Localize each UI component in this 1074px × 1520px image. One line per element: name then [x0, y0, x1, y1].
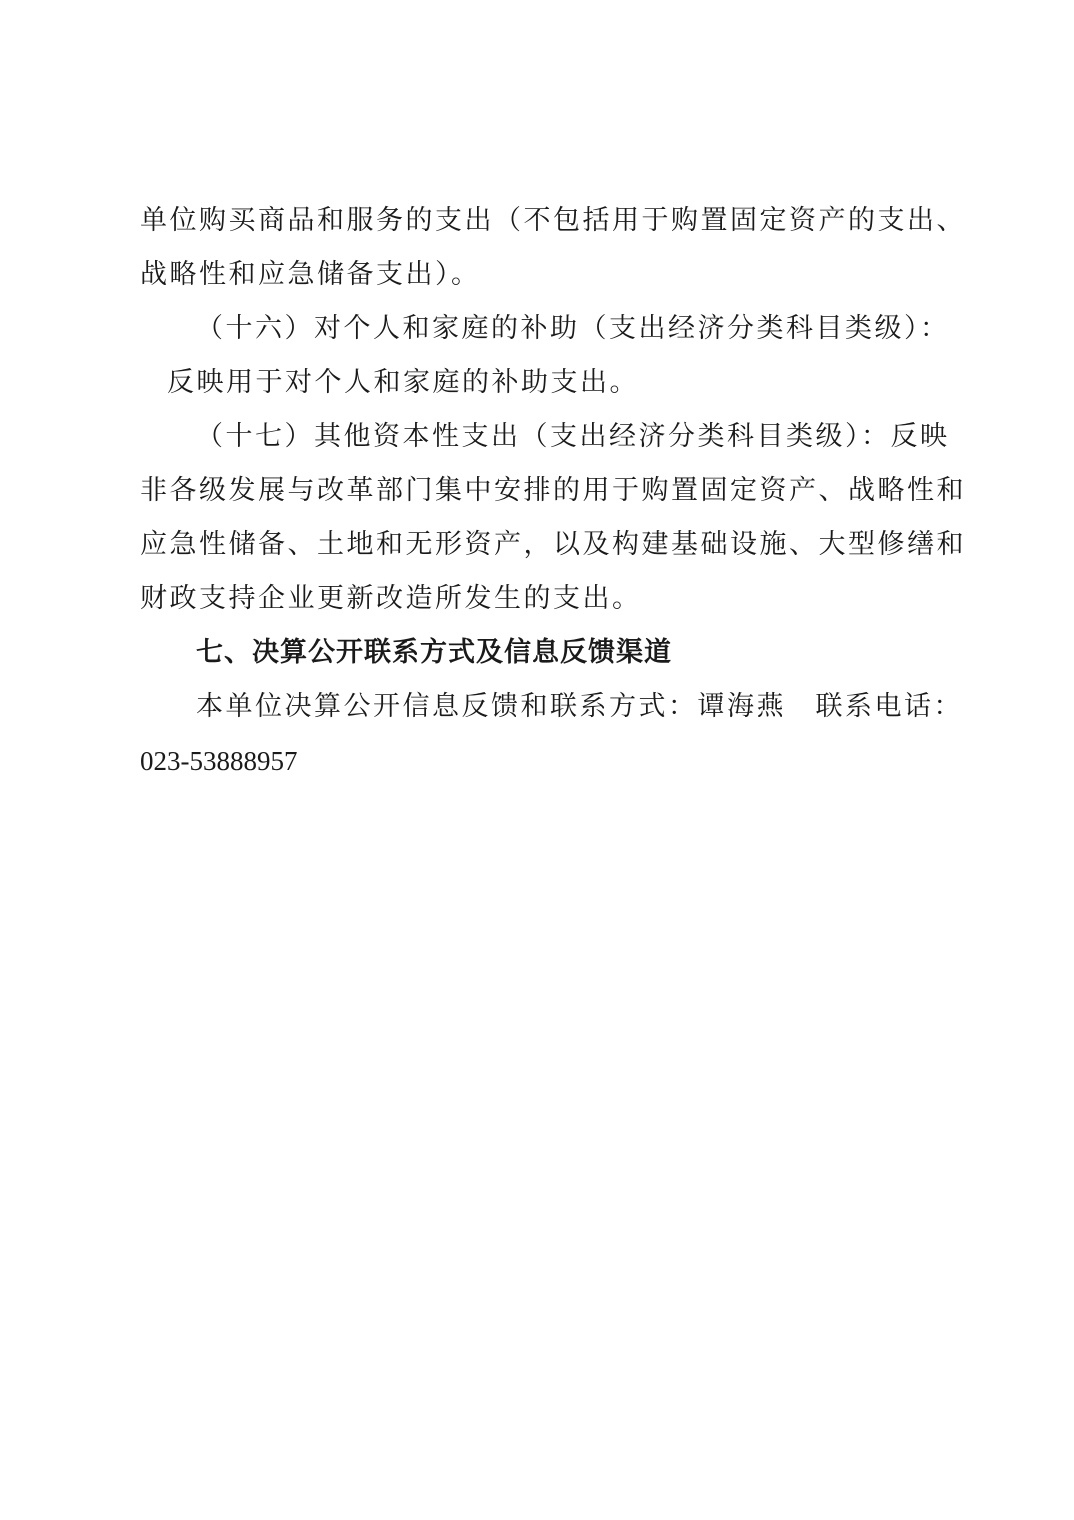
- item-16-description: 反映用于对个人和家庭的补助支出。: [167, 367, 639, 398]
- paragraph-line: 应急性储备、土地和无形资产，以及构建基础设施、大型修缮和: [140, 529, 966, 560]
- paragraph-line: 非各级发展与改革部门集中安排的用于购置固定资产、战略性和: [140, 475, 966, 506]
- phone-number: 023-53888957: [140, 746, 298, 776]
- item-17-title: （十七）其他资本性支出（支出经济分类科目类级）：反映: [196, 421, 950, 452]
- item-16-title: （十六）对个人和家庭的补助（支出经济分类科目类级）：: [196, 313, 950, 344]
- contact-line: 本单位决算公开信息反馈和联系方式：谭海燕 联系电话：: [196, 691, 963, 722]
- paragraph-line: 战略性和应急储备支出）。: [140, 259, 481, 290]
- paragraph-line: 财政支持企业更新改造所发生的支出。: [140, 583, 642, 614]
- section-heading: 七、决算公开联系方式及信息反馈渠道: [196, 637, 672, 668]
- document-body: [140, 194, 966, 788]
- paragraph-line: 单位购买商品和服务的支出（不包括用于购置固定资产的支出、: [140, 205, 966, 236]
